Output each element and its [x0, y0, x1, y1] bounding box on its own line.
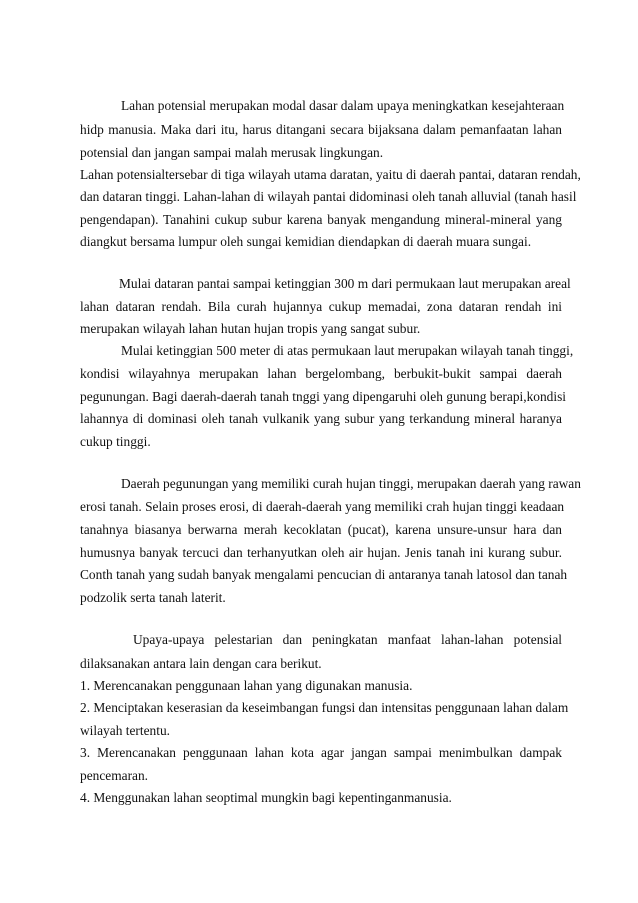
list-item-3-line-1: 3. Merencanakan penggunaan lahan kota agar jangan sampai menimbulkan dampak [80, 745, 562, 760]
paragraph-5-line-5: Conth tanah yang sudah banyak mengalami pencucian di antaranya tanah latosol dan tanah [80, 567, 568, 582]
paragraph-1-line-2: hidp manusia. Maka dari itu, harus ditangani secara bijaksana dalam pemanfaatan lahan [80, 122, 562, 137]
paragraph-3-line-3: merupakan wilayah lahan hutan hujan tropis yang sangat subur. [80, 321, 421, 336]
paragraph-3-line-1: Mulai dataran pantai sampai ketinggian 300 m dari permukaan laut merupakan areal [119, 276, 571, 291]
paragraph-6-line-2: dilaksanakan antara lain dengan cara berikut. [80, 656, 322, 671]
paragraph-5-line-6: podzolik serta tanah laterit. [80, 590, 226, 605]
paragraph-5-line-4: humusnya banyak tercuci dan terhanyutkan oleh air hujan. Jenis tanah ini kurang subur. [80, 545, 562, 560]
paragraph-4-line-5: cukup tinggi. [80, 434, 151, 449]
paragraph-1-line-3: potensial dan jangan sampai malah merusak lingkungan. [80, 145, 384, 160]
paragraph-2-line-4: diangkut bersama lumpur oleh sungai kemidian diendapkan di daerah muara sungai. [80, 234, 532, 249]
paragraph-3-line-2: lahan dataran rendah. Bila curah hujannya cukup memadai, zona dataran rendah ini [80, 299, 562, 314]
list-item-1: 1. Merencanakan penggunaan lahan yang digunakan manusia. [80, 678, 413, 693]
paragraph-6-line-1: Upaya-upaya pelestarian dan peningkatan manfaat lahan-lahan potensial [133, 632, 562, 647]
paragraph-4-line-2: kondisi wilayahnya merupakan lahan bergelombang, berbukit-bukit sampai daerah [80, 366, 562, 381]
paragraph-2-line-2: dan dataran tinggi. Lahan-lahan di wilayah pantai didominasi oleh tanah alluvial (tanah hasil [80, 189, 577, 204]
paragraph-5-line-3: tanahnya biasanya berwarna merah kecoklatan (pucat), karena unsure-unsur hara dan [80, 522, 562, 537]
paragraph-4-line-1: Mulai ketinggian 500 meter di atas permukaan laut merupakan wilayah tanah tinggi, [121, 343, 574, 358]
list-item-3-line-2: pencemaran. [80, 768, 149, 783]
list-item-2-line-2: wilayah tertentu. [80, 723, 170, 738]
paragraph-1-line-1: Lahan potensial merupakan modal dasar dalam upaya meningkatkan kesejahteraan [121, 98, 565, 113]
paragraph-4-line-4: lahannya di dominasi oleh tanah vulkanik yang subur yang terkandung mineral haranya [80, 411, 562, 426]
paragraph-5-line-1: Daerah pegunungan yang memiliki curah hujan tinggi, merupakan daerah yang rawan [121, 476, 581, 491]
paragraph-5-line-2: erosi tanah. Selain proses erosi, di daerah-daerah yang memiliki crah hujan tinggi keadaan [80, 499, 565, 514]
list-item-2-line-1: 2. Menciptakan keserasian da keseimbangan fungsi dan intensitas penggunaan lahan dalam [80, 700, 569, 715]
list-item-4: 4. Menggunakan lahan seoptimal mungkin bagi kepentinganmanusia. [80, 790, 452, 805]
paragraph-4-line-3: pegunungan. Bagi daerah-daerah tanah tnggi yang dipengaruhi oleh gunung berapi,kondisi [80, 389, 567, 404]
paragraph-2-line-3: pengendapan). Tanahini cukup subur karena banyak mengandung mineral-mineral yang [80, 212, 562, 227]
paragraph-2-line-1: Lahan potensialtersebar di tiga wilayah utama daratan, yaitu di daerah pantai, dataran rendah, [80, 167, 581, 182]
